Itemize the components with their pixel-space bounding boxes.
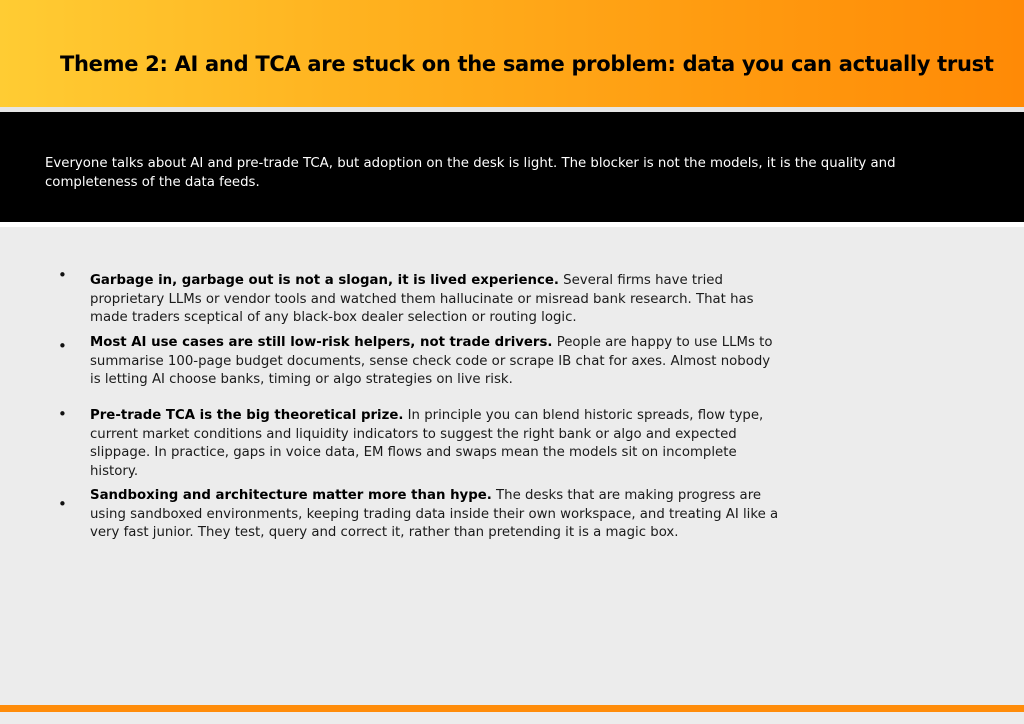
page-title: Theme 2: AI and TCA are stuck on the same problem: data you can actually trust bbox=[60, 52, 994, 76]
intro-panel bbox=[0, 112, 1024, 222]
bullet-text bbox=[90, 487, 780, 543]
bullet-body: The desks that are making progress are using sandboxed environments, keeping trading data inside their own workspace, and treating AI like a very fast junior. They test, query and correct it, rather than pretending it is a magic box. bbox=[90, 488, 779, 540]
footer-accent-bar bbox=[0, 705, 1024, 712]
title-banner bbox=[0, 0, 1024, 107]
bullet-icon: • bbox=[58, 405, 67, 423]
bullet-icon: • bbox=[58, 266, 67, 284]
bullet-heading: Pre-trade TCA is the big theoretical prize. bbox=[90, 408, 404, 423]
bullet-text bbox=[90, 334, 780, 390]
bullet-body: In principle you can blend historic spreads, flow type, current market conditions and liquidity indicators to suggest the right bank or algo and expected slippage. In practice, gaps in voice data, EM flows and swaps mean the models sit on incomplete history. bbox=[90, 408, 764, 479]
bullet-body: Several firms have tried proprietary LLMs or vendor tools and watched them hallucinate or misread bank research. That has made traders sceptical of any black-box dealer selection or routing logic. bbox=[90, 273, 754, 325]
bullet-heading: Sandboxing and architecture matter more than hype. bbox=[90, 488, 492, 503]
bullet-heading: Most AI use cases are still low-risk helpers, not trade drivers. bbox=[90, 335, 553, 350]
bullet-text bbox=[90, 272, 780, 328]
bullet-icon: • bbox=[58, 337, 67, 355]
bullet-text bbox=[90, 407, 780, 481]
bullet-heading: Garbage in, garbage out is not a slogan, it is lived experience. bbox=[90, 273, 559, 288]
intro-text: Everyone talks about AI and pre-trade TCA, but adoption on the desk is light. The blocker is not the models, it is the quality and completeness of the data feeds. bbox=[45, 156, 896, 190]
bullet-list bbox=[0, 227, 1024, 705]
bullet-body: People are happy to use LLMs to summarise 100-page budget documents, sense check code or scrape IB chat for axes. Almost nobody is letting AI choose banks, timing or algo strategies on live risk. bbox=[90, 335, 773, 387]
bullet-icon: • bbox=[58, 495, 67, 513]
footer-strip bbox=[0, 712, 1024, 724]
